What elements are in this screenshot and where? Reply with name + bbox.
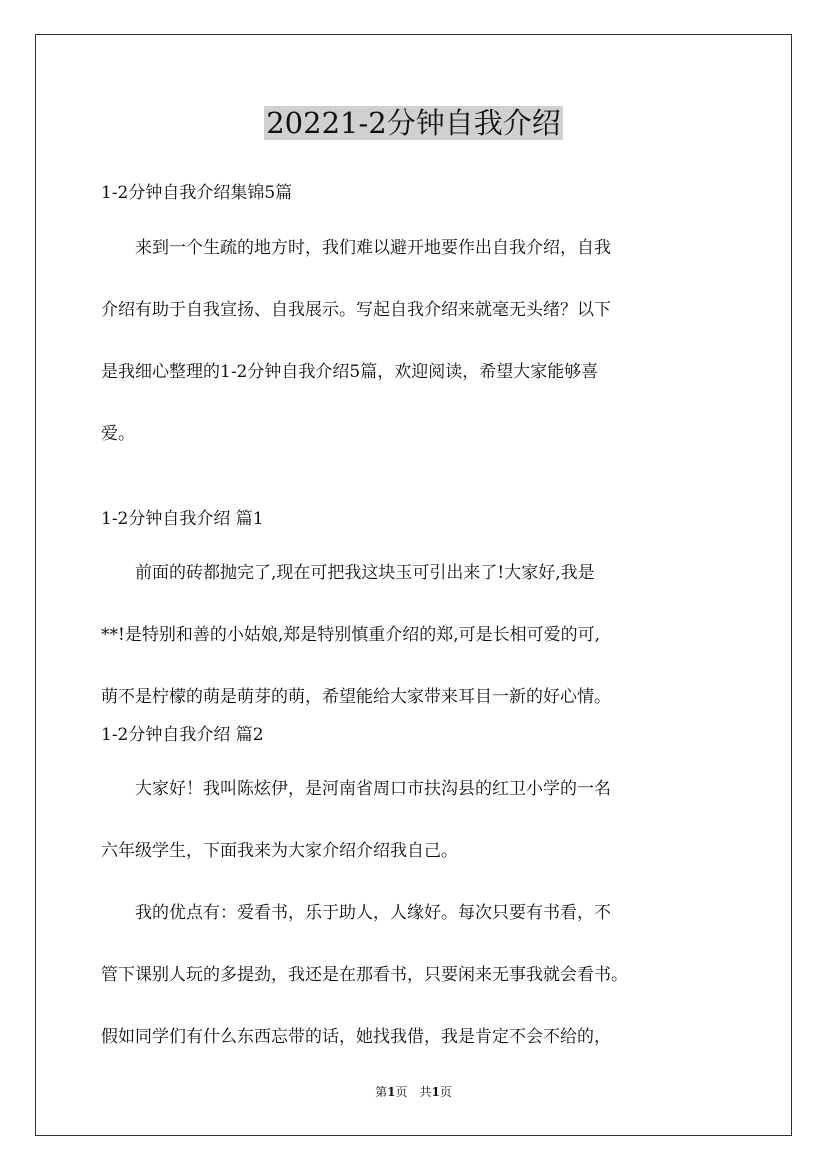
page-footer: [0, 1084, 827, 1100]
document-subtitle: 1-2分钟自我介绍集锦5篇: [101, 183, 293, 203]
document-title-text: 20221-2分钟自我介绍: [266, 106, 561, 140]
section1-heading: 1-2分钟自我介绍 篇1: [101, 509, 264, 529]
section2-line: 管下课别人玩的多提劲，我还是在那看书，只要闲来无事我就会看书。: [101, 965, 628, 985]
section2-line: 六年级学生，下面我来为大家介绍介绍我自己。: [101, 841, 458, 861]
footer-prefix: 第: [375, 1085, 388, 1099]
footer-page-current: 1: [387, 1085, 396, 1099]
intro-line: 爱。: [101, 424, 135, 444]
footer-suffix: 页: [439, 1085, 452, 1099]
section2-line: 大家好！我叫陈炫伊，是河南省周口市扶沟县的红卫小学的一名: [101, 779, 611, 799]
section1-line: **!是特别和善的小姑娘,郑是特别慎重介绍的郑,可是长相可爱的可,: [101, 625, 601, 645]
section1-line: 萌不是柠檬的萌是萌芽的萌，希望能给大家带来耳目一新的好心情。: [101, 687, 611, 707]
section1-line: 前面的砖都抛完了,现在可把我这块玉可引出来了!大家好,我是: [101, 563, 595, 583]
section1-paragraph: [101, 563, 741, 749]
intro-paragraph: [101, 238, 741, 486]
section2-paragraph: [101, 779, 741, 1089]
document-title: [0, 104, 827, 142]
intro-line: 介绍有助于自我宣扬、自我展示。写起自我介绍来就毫无头绪？以下: [101, 300, 611, 320]
intro-line: 是我细心整理的1-2分钟自我介绍5篇，欢迎阅读，希望大家能够喜: [101, 362, 599, 382]
intro-line: 来到一个生疏的地方时，我们难以避开地要作出自我介绍，自我: [101, 238, 611, 258]
section2-heading: 1-2分钟自我介绍 篇2: [101, 725, 264, 745]
section2-line: 我的优点有：爱看书，乐于助人，人缘好。每次只要有书看，不: [101, 903, 611, 923]
footer-page-total: 1: [431, 1085, 440, 1099]
section2-line: 假如同学们有什么东西忘带的话，她找我借，我是肯定不会不给的，: [101, 1027, 611, 1047]
footer-mid: 页 共: [395, 1085, 432, 1099]
